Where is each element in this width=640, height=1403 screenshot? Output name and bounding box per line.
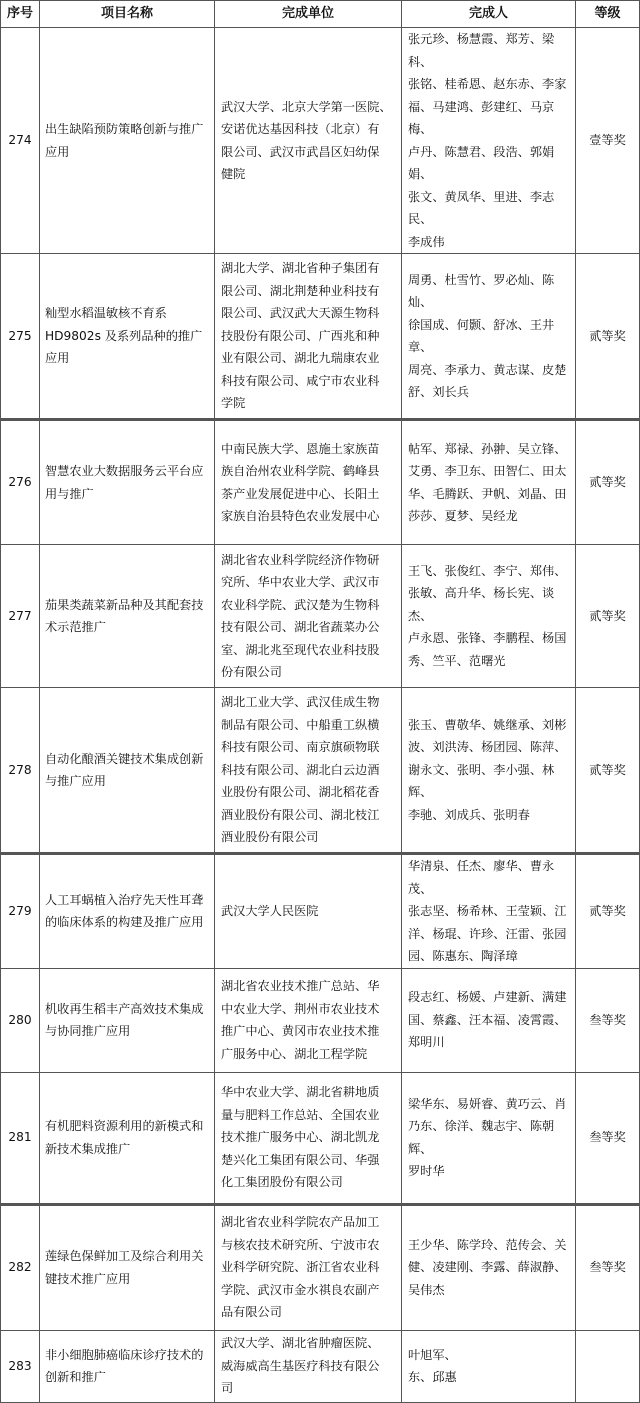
table-row [1, 968, 640, 1072]
completing-unit-line: 限公司、武汉武大天源生物科 [221, 306, 380, 321]
completing-unit-line: 中农业大学、荆州市农业技术 [221, 1001, 380, 1016]
project-name [40, 1330, 215, 1402]
project-name-line: 应用 [45, 351, 70, 366]
row-number: 283 [1, 1330, 40, 1402]
header-people: 完成人 [402, 1, 576, 28]
completing-unit-line: 武汉大学、北京大学第一医院、 [221, 99, 392, 114]
completing-people-line: 周亮、李承力、黄志谋、皮楚 [408, 362, 567, 377]
completing-unit-line: 技股份有限公司、广西兆和种 [221, 328, 380, 343]
completing-unit [215, 420, 402, 545]
completing-people [402, 420, 576, 545]
header-grade: 等级 [576, 1, 640, 28]
table-row [1, 688, 640, 854]
completing-unit-line: 科技有限公司、湖北白云边酒 [221, 762, 380, 777]
completing-people-line: 梁华东、易妍睿、黄巧云、肖 [408, 1096, 567, 1111]
completing-unit-line: 业股份有限公司、湖北稻花香 [221, 785, 380, 800]
header-no: 序号 [1, 1, 40, 28]
completing-people-line: 王少华、陈学玲、范传会、关 [408, 1237, 567, 1252]
project-name-line: 机收再生稻丰产高效技术集成 [45, 1001, 204, 1016]
row-number: 275 [1, 254, 40, 420]
completing-people-line: 洋、杨琨、许珍、汪雷、张园 [408, 926, 567, 941]
project-name-line: 创新和推广 [45, 1370, 106, 1384]
completing-people-line: 王飞、张俊红、李宁、郑伟、 [408, 563, 567, 578]
completing-people-line: 福、马建鸿、彭建红、马京梅、 [408, 99, 555, 136]
completing-people-line: 莎莎、夏梦、吴经龙 [408, 509, 518, 523]
completing-unit-line: 科技有限公司、咸宁市农业科 [221, 373, 380, 388]
completing-people-line: 波、刘洪涛、杨团园、陈萍、 [408, 740, 567, 755]
completing-unit [215, 254, 402, 420]
row-number: 281 [1, 1072, 40, 1204]
project-name [40, 28, 215, 254]
completing-unit [215, 1072, 402, 1204]
row-number: 274 [1, 28, 40, 254]
project-name-line: 自动化酿酒关键技术集成创新 [45, 751, 204, 766]
row-number: 277 [1, 545, 40, 688]
completing-unit-line: 酒业股份有限公司、湖北枝江 [221, 807, 380, 822]
completing-unit-line: 室、湖北兆至现代农业科技股 [221, 642, 380, 657]
completing-people [402, 1072, 576, 1204]
completing-unit-line: 与核农技术研究所、宁波市农 [221, 1237, 380, 1252]
table-row [1, 545, 640, 688]
table-row [1, 28, 640, 254]
completing-unit-line: 究所、华中农业大学、武汉市 [221, 575, 380, 589]
award-grade: 壹等奖 [576, 28, 640, 254]
completing-unit-line: 限公司、湖北荆楚种业科技有 [221, 283, 380, 298]
completing-unit [215, 854, 402, 969]
project-name [40, 1072, 215, 1204]
completing-unit-line: 司 [221, 1381, 234, 1396]
completing-people-line: 李驰、刘成兵、张明春 [408, 807, 530, 822]
project-name [40, 968, 215, 1072]
project-name-line: 有机肥料资源利用的新模式和 [45, 1119, 204, 1133]
completing-people-line: 张文、黄凤华、里进、李志民、 [408, 189, 555, 226]
project-name-line: 术示范推广 [45, 620, 106, 634]
award-grade [576, 1330, 640, 1402]
project-name [40, 854, 215, 969]
completing-people [402, 1330, 576, 1402]
project-name [40, 688, 215, 854]
completing-people-line: 张敏、高升华、杨长宪、谈杰、 [408, 586, 555, 623]
completing-unit-line: 技术推广服务中心、湖北凯龙 [221, 1130, 380, 1145]
completing-unit-line: 茶产业发展促进中心、长阳土 [221, 486, 380, 501]
header-project-name: 项目名称 [40, 1, 215, 28]
completing-people-line: 张元珍、杨慧霞、郑芳、梁科、 [408, 32, 555, 69]
project-name-line: HD9802s 及系列品种的推广 [45, 328, 203, 343]
completing-unit-line: 业科学研究院、浙江省农业科 [221, 1260, 380, 1275]
completing-unit [215, 28, 402, 254]
completing-people-line: 国、蔡鑫、汪本福、凌霄霞、 [408, 1012, 567, 1027]
completing-unit [215, 545, 402, 688]
completing-people [402, 688, 576, 854]
project-name-line: 智慧农业大数据服务云平台应 [45, 464, 204, 478]
completing-people-line: 艾勇、李卫东、田智仁、田太 [408, 464, 567, 478]
project-name-line: 用与推广 [45, 486, 94, 501]
completing-people-line: 园、陈惠东、陶泽璋 [408, 949, 518, 963]
completing-people [402, 1204, 576, 1330]
completing-unit-line: 湖北大学、湖北省种子集团有 [221, 261, 380, 276]
completing-people-line: 张铭、桂希恩、赵东赤、李家 [408, 77, 567, 91]
completing-people [402, 854, 576, 969]
completing-unit-line: 酒业股份有限公司 [221, 830, 319, 845]
row-number: 282 [1, 1204, 40, 1330]
header-unit: 完成单位 [215, 1, 402, 28]
completing-unit-line: 家族自治县特色农业发展中心 [221, 509, 380, 523]
completing-unit-line: 湖北工业大学、武汉佳成生物 [221, 695, 380, 710]
completing-people-line: 舒、刘长兵 [408, 385, 469, 399]
completing-unit-line: 科技有限公司、南京旗硕物联 [221, 740, 380, 755]
award-grade: 贰等奖 [576, 545, 640, 688]
completing-unit [215, 1330, 402, 1402]
project-name-line: 与推广应用 [45, 774, 106, 788]
project-name-line: 非小细胞肺癌临床诊疗技术的 [45, 1347, 204, 1362]
project-name [40, 1204, 215, 1330]
completing-unit-line: 化工集团股份有限公司 [221, 1175, 343, 1190]
award-grade: 贰等奖 [576, 420, 640, 545]
row-number: 280 [1, 968, 40, 1072]
project-name [40, 545, 215, 688]
award-grade: 叁等奖 [576, 1204, 640, 1330]
project-name-line: 莲绿色保鲜加工及综合利用关 [45, 1249, 204, 1263]
award-grade: 叁等奖 [576, 968, 640, 1072]
completing-unit-line: 武汉大学、湖北省肿瘤医院、 [221, 1336, 380, 1351]
project-name [40, 254, 215, 420]
completing-people-line: 帖军、郑禄、孙翀、吴立锋、 [408, 441, 567, 456]
project-name-line: 籼型水稻温敏核不育系 [45, 306, 167, 321]
completing-unit-line: 华中农业大学、湖北省耕地质 [221, 1085, 380, 1100]
completing-unit-line: 武汉大学人民医院 [221, 904, 319, 918]
completing-people [402, 254, 576, 420]
completing-people-line: 乃东、徐洋、魏志宇、陈朝辉、 [408, 1119, 555, 1156]
project-name-line: 与协同推广应用 [45, 1024, 131, 1038]
project-name-line: 键技术推广应用 [45, 1271, 131, 1286]
completing-unit [215, 1204, 402, 1330]
table-row [1, 254, 640, 420]
completing-people [402, 28, 576, 254]
award-grade: 贰等奖 [576, 254, 640, 420]
completing-people [402, 968, 576, 1072]
completing-unit-line: 楚兴化工集团有限公司、华强 [221, 1152, 380, 1167]
completing-people-line: 徐国成、何颢、舒冰、王井章、 [408, 317, 555, 354]
award-grade: 贰等奖 [576, 688, 640, 854]
table-row [1, 854, 640, 969]
completing-unit-line: 湖北省农业科学院农产品加工 [221, 1215, 380, 1230]
table-row [1, 1330, 640, 1402]
completing-unit-line: 湖北省农业科学院经济作物研 [221, 552, 380, 567]
completing-unit-line: 族自治州农业科学院、鹤峰县 [221, 464, 380, 478]
completing-people-line: 华清泉、任杰、廖华、曹永茂、 [408, 859, 555, 896]
row-number: 279 [1, 854, 40, 969]
completing-unit-line: 量与肥料工作总站、全国农业 [221, 1107, 380, 1122]
completing-unit-line: 学院 [221, 396, 246, 411]
completing-unit-line: 推广中心、黄冈市农业技术推 [221, 1024, 380, 1038]
completing-people-line: 卢丹、陈慧君、段浩、郭娟娟、 [408, 144, 555, 181]
completing-people-line: 段志红、杨媛、卢建新、满建 [408, 990, 567, 1005]
completing-people-line: 谢永文、张明、李小强、林辉、 [408, 762, 555, 800]
table-header-row [1, 1, 640, 28]
completing-people-line: 郑明川 [408, 1035, 445, 1050]
completing-unit [215, 968, 402, 1072]
completing-unit-line: 安诺优达基因科技（北京）有 [221, 122, 380, 136]
completing-people-line: 东、邱惠 [408, 1370, 457, 1384]
project-name-line: 人工耳蜗植入治疗先天性耳聋 [45, 892, 204, 907]
completing-unit-line: 农业科学院、武汉楚为生物科 [221, 597, 380, 612]
completing-unit-line: 份有限公司 [221, 665, 282, 679]
completing-unit-line: 技有限公司、湖北省蔬菜办公 [221, 620, 380, 634]
row-number: 278 [1, 688, 40, 854]
award-grade: 叁等奖 [576, 1072, 640, 1204]
completing-unit-line: 品有限公司 [221, 1305, 282, 1320]
completing-people [402, 545, 576, 688]
completing-people-line: 李成伟 [408, 234, 445, 249]
completing-unit [215, 688, 402, 854]
completing-unit-line: 广服务中心、湖北工程学院 [221, 1046, 368, 1061]
project-name-line: 的临床体系的构建及推广应用 [45, 915, 204, 930]
completing-unit-line: 业有限公司、湖北九瑞康农业 [221, 351, 380, 366]
row-number: 276 [1, 420, 40, 545]
completing-people-line: 张玉、曹敬华、姚继承、刘彬 [408, 717, 567, 732]
project-name-line: 应用 [45, 144, 70, 159]
completing-people-line: 罗时华 [408, 1164, 445, 1178]
completing-people-line: 健、凌建刚、李露、薛淑静、 [408, 1260, 567, 1275]
completing-unit-line: 中南民族大学、恩施土家族苗 [221, 441, 380, 456]
table-row [1, 420, 640, 545]
completing-unit-line: 限公司、武汉市武昌区妇幼保 [221, 144, 380, 159]
completing-unit-line: 湖北省农业技术推广总站、华 [221, 979, 380, 993]
table-row [1, 1204, 640, 1330]
project-name-line: 出生缺陷预防策略创新与推广 [45, 122, 204, 136]
completing-people-line: 吴伟杰 [408, 1282, 445, 1297]
project-name-line: 茄果类蔬菜新品种及其配套技 [45, 597, 204, 612]
table-body [1, 28, 640, 1403]
completing-unit-line: 威海威高生基医疗科技有限公 [221, 1358, 380, 1373]
completing-unit-line: 制品有限公司、中船重工纵横 [221, 717, 380, 732]
award-grade: 贰等奖 [576, 854, 640, 969]
completing-people-line: 卢永恩、张锋、李鹏程、杨国 [408, 631, 567, 646]
project-name [40, 420, 215, 545]
completing-people-line: 秀、竺平、范曙光 [408, 653, 506, 668]
completing-unit-line: 健院 [221, 167, 246, 181]
completing-people-line: 华、毛腾跃、尹帆、刘晶、田 [408, 486, 567, 501]
table-row [1, 1072, 640, 1204]
completing-people-line: 张志坚、杨希林、王莹颖、江 [408, 904, 567, 918]
completing-people-line: 叶旭军、 [408, 1347, 457, 1362]
completing-unit-line: 学院、武汉市金水祺良农副产 [221, 1282, 380, 1297]
project-name-line: 新技术集成推广 [45, 1141, 131, 1156]
completing-people-line: 周勇、杜雪竹、罗必灿、陈灿、 [408, 272, 555, 309]
